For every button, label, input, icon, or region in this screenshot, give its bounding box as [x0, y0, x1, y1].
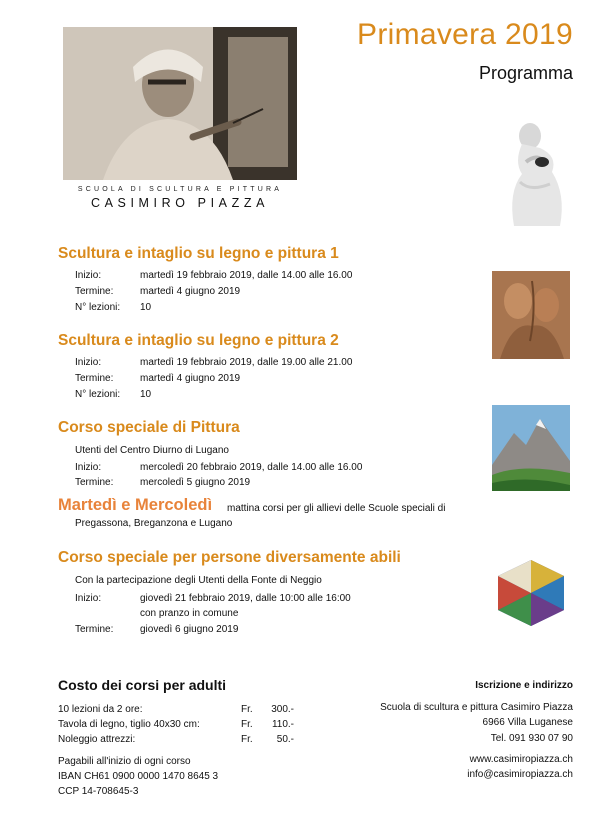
painter-illustration [63, 27, 297, 180]
course-1-start-label: Inizio: [75, 270, 102, 281]
hexagon-mosaic-image [492, 558, 570, 628]
mountain-painting-image [492, 405, 570, 491]
school-name: CASIMIRO PIAZZA [90, 196, 270, 210]
course-2-end-label: Termine: [75, 373, 114, 384]
course-1-lessons-label: N° lezioni: [75, 302, 121, 313]
cost-item-label: Tavola di legno, tiglio 40x30 cm: [58, 719, 200, 730]
course-2-lessons-value: 10 [140, 389, 152, 400]
course-3-end-label: Termine: [75, 477, 114, 488]
course-4-start-value: giovedì 21 febbraio 2019, dalle 10:00 alle 16:00 [140, 593, 351, 604]
contact-website-link[interactable]: www.casimiropiazza.ch [469, 754, 573, 765]
course-4-lunch-value: con pranzo in comune [140, 608, 239, 619]
course-2-lessons-label: N° lezioni: [75, 389, 121, 400]
course-4-end-label: Termine: [75, 624, 114, 635]
course-1-lessons-value: 10 [140, 302, 152, 313]
course-3-intro: Utenti del Centro Diurno di Lugano [75, 445, 229, 456]
cost-item-amount: 110.- [271, 719, 294, 730]
school-subtitle: SCUOLA DI SCULTURA E PITTURA [77, 186, 283, 193]
course-1-end-value: martedì 4 giugno 2019 [140, 286, 241, 297]
payment-ccp: CCP 14-708645-3 [58, 786, 139, 797]
cost-item-label: 10 lezioni da 2 ore: [58, 704, 143, 715]
course-4-start-label: Inizio: [75, 593, 102, 604]
cost-item-currency: Fr. [241, 704, 253, 715]
wood-carving-image [492, 271, 570, 359]
special-description-2: Pregassona, Breganzona e Lugano [75, 518, 233, 529]
cost-item-currency: Fr. [241, 734, 253, 745]
course-3-end-value: mercoledì 5 giugno 2019 [140, 477, 251, 488]
payment-iban: IBAN CH61 0900 0000 1470 8645 3 [58, 771, 219, 782]
cost-item-currency: Fr. [241, 719, 253, 730]
page-subtitle: Programma [478, 63, 573, 83]
contact-title: Iscrizione e indirizzo [475, 680, 573, 691]
course-2-title: Scultura e intaglio su legno e pittura 2 [58, 332, 339, 349]
special-description: mattina corsi per gli allievi delle Scuole speciali di [227, 503, 446, 514]
course-1-end-label: Termine: [75, 286, 114, 297]
cost-item-amount: 50.- [276, 734, 294, 745]
statue-image [500, 122, 572, 226]
payment-note: Pagabili all'inizio di ogni corso [58, 756, 191, 767]
contact-locality: 6966 Villa Luganese [482, 717, 573, 728]
course-2-end-value: martedì 4 giugno 2019 [140, 373, 241, 384]
course-4-title: Corso speciale per persone diversamente abili [58, 549, 401, 566]
contact-school-name: Scuola di scultura e pittura Casimiro Piazza [380, 702, 573, 713]
contact-phone[interactable]: Tel. 091 930 07 90 [490, 733, 573, 744]
course-4-end-value: giovedì 6 giugno 2019 [140, 624, 239, 635]
page-title: Primavera 2019 [357, 18, 573, 51]
course-2-start-label: Inizio: [75, 357, 102, 368]
special-title: Martedì e Mercoledì [58, 496, 213, 514]
costs-title: Costo dei corsi per adulti [58, 677, 227, 693]
course-3-start-value: mercoledì 20 febbraio 2019, dalle 14.00 alle 16.00 [140, 462, 363, 473]
course-3-title: Corso speciale di Pittura [58, 419, 240, 436]
course-2-start-value: martedì 19 febbraio 2019, dalle 19.00 alle 21.00 [140, 357, 353, 368]
artist-photo [63, 27, 297, 180]
contact-email-link[interactable]: info@casimiropiazza.ch [467, 769, 573, 780]
cost-item-amount: 300.- [271, 704, 294, 715]
course-1-title: Scultura e intaglio su legno e pittura 1 [58, 245, 339, 262]
course-4-intro: Con la partecipazione degli Utenti della Fonte di Neggio [75, 575, 322, 586]
course-3-start-label: Inizio: [75, 462, 102, 473]
course-1-start-value: martedì 19 febbraio 2019, dalle 14.00 alle 16.00 [140, 270, 353, 281]
cost-item-label: Noleggio attrezzi: [58, 734, 136, 745]
